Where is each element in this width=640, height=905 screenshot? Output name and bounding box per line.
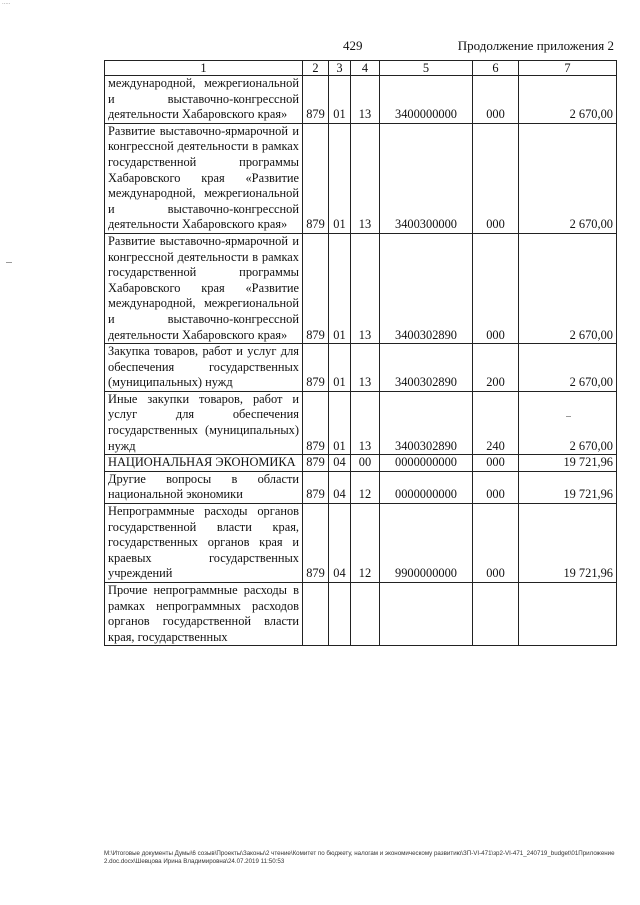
column-header-4: 4	[351, 61, 380, 76]
target-article-code: 3400302890	[380, 344, 473, 392]
margin-scan-tick	[6, 262, 12, 263]
subsection-code	[351, 583, 380, 646]
amount: 19 721,96	[519, 504, 617, 583]
table-row	[105, 455, 617, 472]
row-name	[105, 455, 303, 472]
target-article-code: 0000000000	[380, 455, 473, 472]
section-code: 04	[329, 471, 351, 503]
section-code: 01	[329, 344, 351, 392]
row-name	[105, 471, 303, 503]
expense-type-code: 240	[473, 391, 519, 454]
row-name	[105, 76, 303, 124]
row-name-text: Иные закупки товаров, работ и услуг для обеспечения государственных (муниципальных) нужд	[108, 391, 299, 453]
subsection-code: 13	[351, 344, 380, 392]
row-name-text: НАЦИОНАЛЬНАЯ ЭКОНОМИКА	[108, 455, 296, 470]
target-article-code: 0000000000	[380, 471, 473, 503]
amount: 2 670,00	[519, 344, 617, 392]
expense-type-code: 000	[473, 233, 519, 343]
subsection-code: 13	[351, 391, 380, 454]
row-name	[105, 504, 303, 583]
section-code: 01	[329, 233, 351, 343]
subsection-code: 12	[351, 504, 380, 583]
ministry-code: 879	[303, 233, 329, 343]
page-header	[0, 38, 640, 58]
page-number: 429	[343, 38, 363, 53]
row-name	[105, 123, 303, 233]
row-name-text: Непрограммные расходы органов государственной власти края, государственных органов края и краевых государственных учреждений	[108, 504, 299, 581]
column-header-3: 3	[329, 61, 351, 76]
row-name	[105, 344, 303, 392]
ministry-code	[303, 583, 329, 646]
section-code: 01	[329, 391, 351, 454]
table-row	[105, 344, 617, 392]
table-row	[105, 233, 617, 343]
column-header-7: 7	[519, 61, 617, 76]
target-article-code: 3400302890	[380, 233, 473, 343]
row-name-text: Другие вопросы в области национальной экономики	[108, 471, 299, 502]
column-header-5: 5	[380, 61, 473, 76]
ministry-code: 879	[303, 344, 329, 392]
target-article-code: 9900000000	[380, 504, 473, 583]
row-name	[105, 583, 303, 646]
row-name-text: Закупка товаров, работ и услуг для обеспечения государственных (муниципальных) нужд	[108, 344, 299, 390]
column-header-2: 2	[303, 61, 329, 76]
ministry-code: 879	[303, 123, 329, 233]
section-code: 01	[329, 123, 351, 233]
expense-type-code: 000	[473, 123, 519, 233]
target-article-code	[380, 583, 473, 646]
subsection-code: 13	[351, 76, 380, 124]
expense-type-code	[473, 583, 519, 646]
amount: 2 670,00	[519, 233, 617, 343]
row-name-text: Развитие выставочно-ярмарочной и конгрессной деятельности в рамках государственной программы Хабаровского края «Развитие международной, межрегиональной и выставочно-конгрессной деятельности Хабаровского края»	[108, 233, 299, 342]
expense-type-code: 000	[473, 471, 519, 503]
budget-table	[104, 60, 617, 646]
document-file-path: M:\Итоговые документы Думы\6 созыв\Проекты\Законы\2 чтение\Комитет по бюджету, налогам и экономическому развитию\ЗП-VI-471\зр2-VI-471_240719_budget\01Приложение 2.doc.docx\Шевцова Ирина Владимировна\24.07.2019 11:50:53	[104, 850, 615, 865]
table-row	[105, 76, 617, 124]
appendix-continuation-label: Продолжение приложения 2	[457, 38, 614, 53]
subsection-code: 12	[351, 471, 380, 503]
table-row	[105, 471, 617, 503]
row-name	[105, 391, 303, 454]
target-article-code: 3400300000	[380, 123, 473, 233]
expense-type-code: 200	[473, 344, 519, 392]
amount	[519, 583, 617, 646]
ministry-code: 879	[303, 391, 329, 454]
column-number-row	[105, 61, 617, 76]
margin-scan-mark: .....	[2, 0, 11, 6]
row-name-text: Прочие непрограммные расходы в рамках непрограммных расходов органов государственной власти края, государственных	[108, 583, 299, 644]
ministry-code: 879	[303, 455, 329, 472]
ministry-code: 879	[303, 504, 329, 583]
table-row	[105, 504, 617, 583]
target-article-code: 3400000000	[380, 76, 473, 124]
section-code	[329, 583, 351, 646]
subsection-code: 13	[351, 233, 380, 343]
ministry-code: 879	[303, 471, 329, 503]
amount: 19 721,96	[519, 455, 617, 472]
table-row	[105, 391, 617, 454]
amount: 2 670,00	[519, 123, 617, 233]
amount: 2 670,00	[519, 391, 617, 454]
expense-type-code: 000	[473, 76, 519, 124]
section-code: 01	[329, 76, 351, 124]
table-row	[105, 123, 617, 233]
row-name-text: международной, межрегиональной и выставочно-конгрессной деятельности Хабаровского края»	[108, 76, 299, 122]
target-article-code: 3400302890	[380, 391, 473, 454]
section-code: 04	[329, 455, 351, 472]
expense-type-code: 000	[473, 504, 519, 583]
section-code: 04	[329, 504, 351, 583]
amount: 2 670,00	[519, 76, 617, 124]
subsection-code: 13	[351, 123, 380, 233]
subsection-code: 00	[351, 455, 380, 472]
amount: 19 721,96	[519, 471, 617, 503]
column-header-6: 6	[473, 61, 519, 76]
table-row	[105, 583, 617, 646]
ministry-code: 879	[303, 76, 329, 124]
column-header-1: 1	[105, 61, 303, 76]
row-name-text: Развитие выставочно-ярмарочной и конгрессной деятельности в рамках государственной программы Хабаровского края «Развитие международной, межрегиональной и выставочно-конгрессной деятельности Хабаровского края»	[108, 123, 299, 232]
row-name	[105, 233, 303, 343]
expense-type-code: 000	[473, 455, 519, 472]
